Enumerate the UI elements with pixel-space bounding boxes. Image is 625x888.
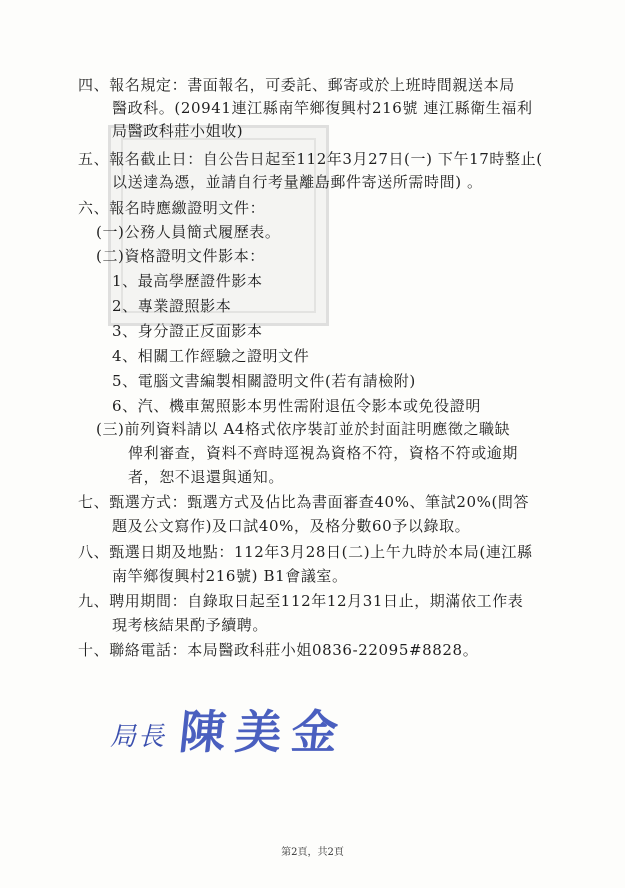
section-6-item-3-line-3: 者，恕不退還與通知。: [128, 468, 285, 486]
section-5-line-2: 以送達為憑，並請自行考量離島郵件寄送所需時間) 。: [112, 173, 483, 191]
doc-list-item-5: 5、電腦文書編製相關證明文件(若有請檢附): [112, 372, 416, 390]
section-4-line-2: 醫政科。(20941連江縣南竿鄉復興村216號 連江縣衛生福利: [112, 99, 533, 117]
doc-list-item-6: 6、汽、機車駕照影本男性需附退伍令影本或免役證明: [112, 397, 481, 415]
section-4-line-3: 局醫政科莊小姐收): [112, 122, 244, 140]
section-6-item-3-line-2: 俾利審查，資料不齊時逕視為資格不符，資格不符或逾期: [128, 444, 519, 462]
section-6-heading: 六、報名時應繳證明文件：: [78, 199, 266, 217]
doc-list-item-2: 2、專業證照影本: [112, 297, 232, 315]
doc-list-item-4: 4、相關工作經驗之證明文件: [112, 347, 310, 365]
section-6-item-1: (一)公務人員簡式履歷表。: [96, 223, 281, 241]
section-8-line-1: 八、甄選日期及地點：112年3月28日(二)上午九時於本局(連江縣: [78, 543, 533, 561]
section-7-line-1: 七、甄選方式：甄選方式及佔比為書面審查40%、筆試20%(問答: [78, 493, 530, 511]
signature-title: 局長: [110, 722, 167, 752]
section-8-line-2: 南竿鄉復興村216號) B1會議室。: [112, 567, 348, 585]
signature-name: 陳美金: [176, 705, 351, 759]
doc-list-item-3: 3、身分證正反面影本: [112, 322, 263, 340]
section-4-line-1: 四、報名規定：書面報名，可委託、郵寄或於上班時間親送本局: [78, 76, 515, 94]
section-6-item-2: (二)資格證明文件影本：: [96, 247, 265, 265]
section-9-line-2: 現考核結果酌予續聘。: [112, 616, 269, 634]
doc-list-item-1: 1、最高學歷證件影本: [112, 272, 263, 290]
section-6-item-3-line-1: (三)前列資料請以 A4格式依序裝訂並於封面註明應徵之職缺: [96, 420, 511, 438]
page-number-footer: 第2頁，共2頁: [281, 847, 344, 858]
section-5-line-1: 五、報名截止日：自公告日起至112年3月27日(一) 下午17時整止(: [78, 150, 543, 168]
section-7-line-2: 題及公文寫作)及口試40%，及格分數60予以錄取。: [112, 517, 471, 535]
section-9-line-1: 九、聘用期間：自錄取日起至112年12月31日止，期滿依工作表: [78, 592, 524, 610]
section-10-line-1: 十、聯絡電話：本局醫政科莊小姐0836-22095#8828。: [78, 641, 479, 659]
